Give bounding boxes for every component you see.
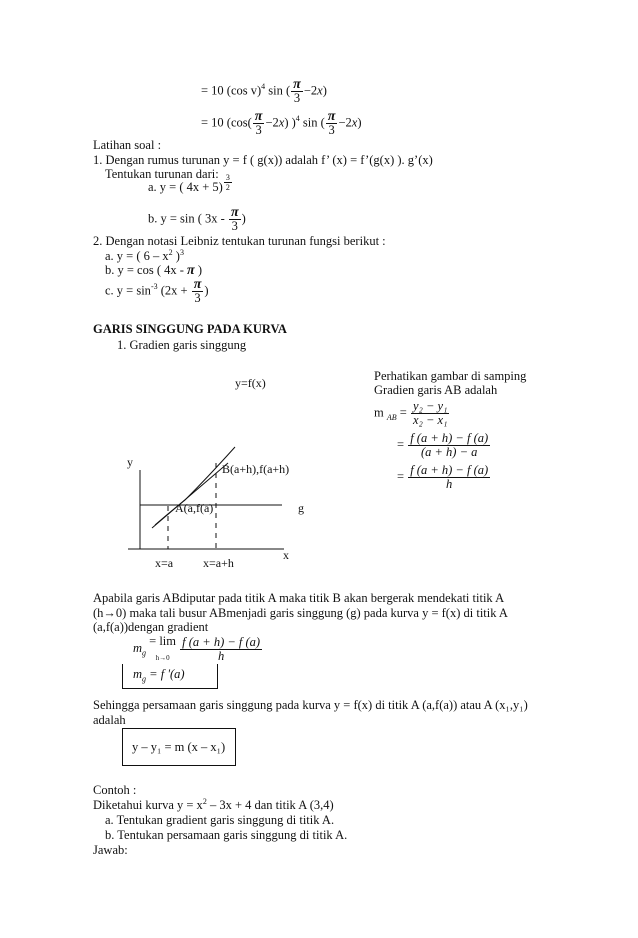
section-title: GARIS SINGGUNG PADA KURVA (93, 322, 287, 336)
contoh-item-a: a. Tentukan gradient garis singgung di titik A. (105, 813, 335, 827)
section-subtitle: 1. Gradien garis singgung (117, 338, 247, 352)
limit-formula: $m_g = \lim$ h→0 $\frac{f (a + h) - f (a)}{h}$ (133, 634, 261, 663)
graph-point-b: B(a+h),f(a+h) (222, 462, 290, 476)
secant-line-ab (152, 463, 228, 528)
graph-xa-label: x=a (155, 556, 174, 570)
latihan-heading: Latihan soal : (93, 138, 162, 152)
right-text-1: Perhatikan gambar di samping (374, 369, 527, 383)
paragraph-1-line-3: (a,f(a))dengan gradient (93, 620, 209, 634)
graph-g-label: g (298, 501, 304, 515)
question-2c: c. $y = \sin^{-3} (2x$ + $\frac{\pi}{3}$ ) (105, 277, 209, 305)
paragraph-1-line-1: Apabila garis ABdiputar pada titik A maka titik B akan bergerak mendekati titik A (93, 591, 505, 605)
tangent-equation: y – y₁ = m (x – x₁) (132, 740, 226, 754)
paragraph-2-line-2: adalah (93, 713, 126, 727)
gradient-ab-formula: m $_{AB}$ = $\frac{\text{y₂ − y₁}}{\text{x₂ − x₁}}$ (374, 399, 448, 427)
question-2a: a. y = ( $6 - x^2$ )$^3$ (105, 247, 184, 263)
graph-y-label: y (127, 455, 133, 469)
equation-line-2: = 10 (cos( $\frac{\pi}{3}$ −2x) )$^4$ sin ( $\frac{\pi}{3}$ −2x) (201, 109, 362, 137)
question-2b: b. y = cos ( 4x - π ) (105, 263, 202, 278)
question-1b: b. y = sin ( 3x - $\frac{\pi}{3}$ ) (148, 205, 246, 233)
derivative-formula: $m_g = f$ '(a) (133, 667, 185, 684)
gradient-ab-step-3: = $\frac{f (a + h) - f (a)}{h}$ (397, 463, 489, 491)
pi-over-3: $\frac{\pi}{3}$ (293, 77, 301, 105)
paragraph-1-line-2: (h→0) maka tali busur ABmenjadi garis singgung (g) pada kurva y = f(x) di titik A (93, 606, 508, 620)
question-2: 2. Dengan notasi Leibniz tentukan turunan fungsi berikut : (93, 234, 386, 248)
graph-fx-label: y=f(x) (235, 376, 266, 390)
paragraph-2-line-1: Sehingga persamaan garis singgung pada kurva y = f(x) di titik A (a,f(a)) atau A (x₁,y₁) (93, 698, 528, 712)
contoh-item-b: b. Tentukan persamaan garis singgung di titik A. (105, 828, 348, 842)
jawab-label: Jawab: (93, 843, 128, 857)
pi-over-3: $\frac{\pi}{3}$ (254, 109, 263, 137)
contoh-line-1: Diketahui kurva $y = x^2 - 3x + 4$ dan titik A (3,4) (93, 796, 334, 812)
equation-line-1: = 10 (cos v)$^4$ sin ( $\frac{\pi}{3}$ −2x) (201, 77, 327, 105)
graph-xah-label: x=a+h (203, 556, 234, 570)
question-1a: a. y = ( 4x + 5) $\frac{3}{2}$ (148, 172, 230, 194)
question-1: 1. Dengan rumus turunan y = f ( g(x)) adalah f’ (x) = f’(g(x) ). g’(x) (93, 153, 433, 167)
graph-x-label: x (283, 548, 289, 562)
right-text-2: Gradien garis AB adalah (374, 383, 498, 397)
contoh-title: Contoh : (93, 783, 137, 797)
gradient-ab-step-2: = $\frac{f (a + h) - f (a)}{(a + h) - a}$ (397, 431, 489, 459)
pi-over-3: $\frac{\pi}{3}$ (327, 109, 336, 137)
graph-point-a: A(a,f(a) (175, 501, 214, 515)
question-1-sub: Tentukan turunan dari: (105, 167, 219, 181)
